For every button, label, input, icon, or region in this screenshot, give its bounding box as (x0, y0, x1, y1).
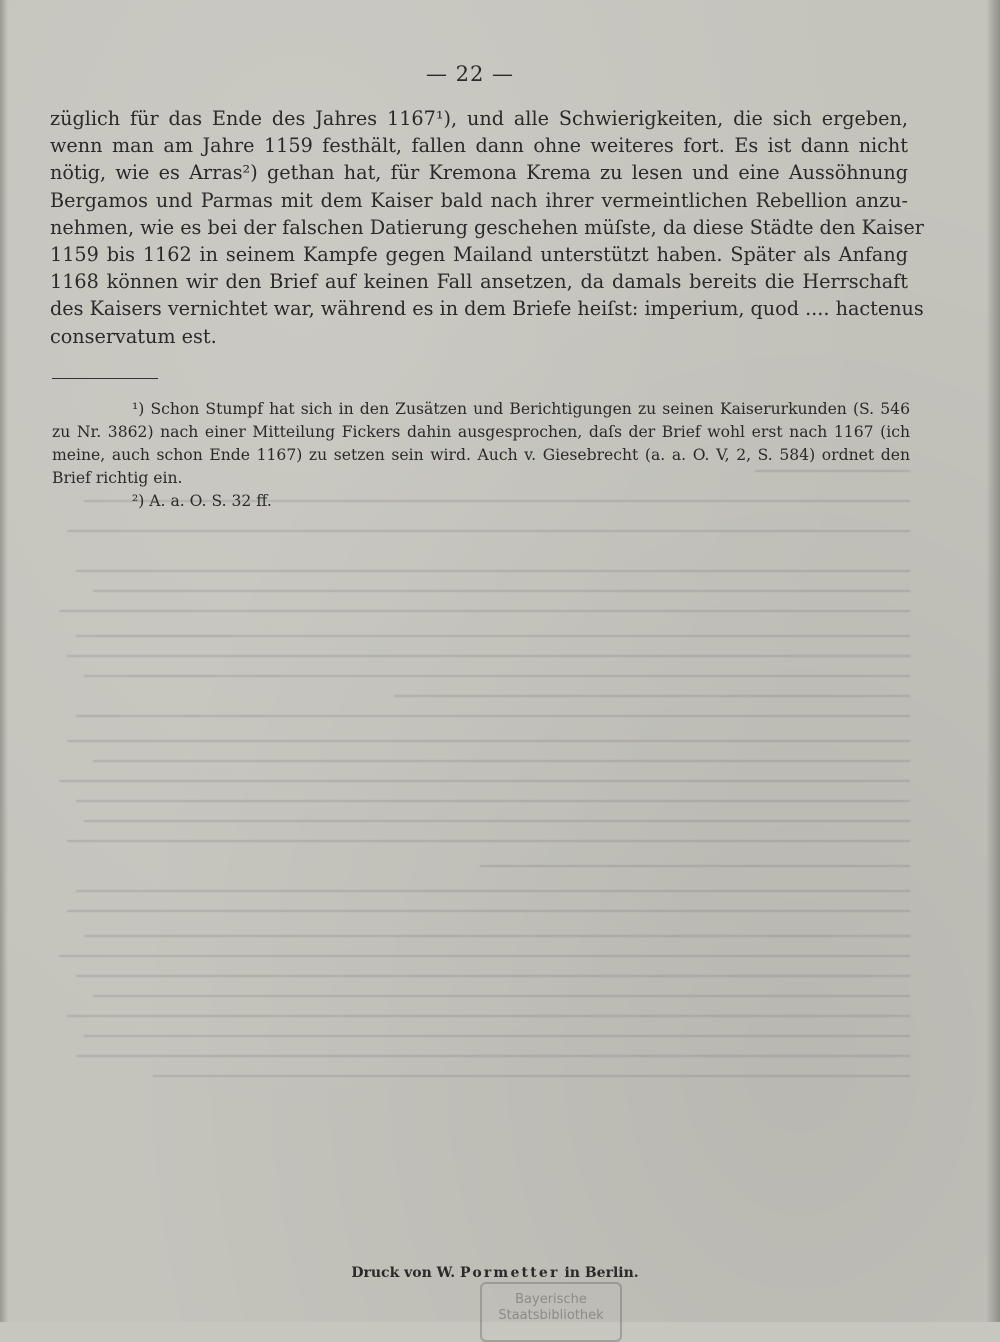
bleed-through-line (93, 995, 910, 997)
body-line: nötig, wie es Arras²) gethan hat, für Kremona Krema zu lesen und eine Aussöhnung (50, 161, 908, 185)
footnote-line: meine, auch schon Ende 1167) zu setzen sein wird. Auch v. Giesebrecht (a. a. O. V, 2, S. 584) ordnet den (52, 446, 910, 464)
footnote-line: Brief richtig ein. (52, 469, 183, 487)
stamp-line: Bayerische (515, 1292, 587, 1307)
body-line: conservatum est. (50, 324, 217, 348)
footnote-line: zu Nr. 3862) nach einer Mitteilung Fickers dahin ausgesprochen, daſs der Brief wohl erst nach 1167 (ich (52, 423, 910, 441)
body-paragraph (50, 105, 924, 350)
bleed-through-line (394, 695, 910, 697)
bleed-through-line (93, 760, 910, 762)
bleed-through-line (84, 935, 910, 937)
bleed-through-line (93, 590, 910, 592)
bleed-through-line (84, 675, 910, 677)
bleed-through-line (67, 530, 910, 532)
library-stamp (480, 1282, 622, 1342)
bleed-through-line (67, 1015, 910, 1017)
printer-imprint (0, 1265, 990, 1281)
bleed-through-line (76, 570, 910, 572)
bleed-through-line (76, 635, 910, 637)
footnotes (52, 398, 910, 513)
printer-name: Pormetter (459, 1265, 560, 1281)
bleed-through-line (67, 910, 910, 912)
body-line: züglich für das Ende des Jahres 1167¹), und alle Schwierigkeiten, die sich ergeben, (50, 107, 908, 130)
body-line: Bergamos und Parmas mit dem Kaiser bald nach ihrer vermeintlichen Rebellion anzu- (50, 188, 908, 212)
body-line: 1159 bis 1162 in seinem Kampfe gegen Mailand unterstützt haben. Später als Anfang (50, 243, 908, 267)
bleed-through-line (59, 780, 910, 782)
bleed-through-line (153, 1075, 910, 1077)
page-edge-shadow-right (986, 0, 1000, 1322)
bleed-through-line (59, 955, 910, 957)
bleed-through-line (76, 975, 910, 977)
page-number: — 22 — (425, 62, 515, 86)
printer-suffix: in Berlin. (564, 1265, 639, 1281)
bleed-through-line (76, 890, 910, 892)
bleed-through-line (67, 655, 910, 657)
bleed-through-line (76, 715, 910, 717)
printer-prefix: Druck von W. (351, 1265, 456, 1281)
body-line: nehmen, wie es bei der falschen Datierung geschehen müſste, da diese Städte den Kaiser (50, 215, 924, 239)
stamp-line: Staatsbibliothek (498, 1308, 604, 1323)
bleed-through-line (76, 800, 910, 802)
bleed-through-text (50, 470, 910, 1090)
footnote-line: ²) A. a. O. S. 32 ff. (132, 492, 272, 510)
body-line: des Kaisers vernichtet war, während es in dem Briefe heiſst: imperium, quod .... hactenus (50, 297, 924, 321)
bleed-through-line (84, 820, 910, 822)
footnote-line: ¹) Schon Stumpf hat sich in den Zusätzen und Berichtigungen zu seinen Kaiserurkunden (S. 546 (132, 400, 910, 418)
bleed-through-line (67, 740, 910, 742)
bleed-through-line (76, 1055, 910, 1057)
footnote-divider (52, 378, 158, 379)
page-edge-shadow-left (0, 0, 8, 1322)
body-line: wenn man am Jahre 1159 festhält, fallen dann ohne weiteres fort. Es ist dann nicht (50, 134, 908, 158)
body-line: 1168 können wir den Brief auf keinen Fall ansetzen, da damals bereits die Herrschaft (50, 270, 908, 294)
bleed-through-line (67, 840, 910, 842)
bleed-through-line (84, 1035, 910, 1037)
bleed-through-line (59, 610, 910, 612)
bleed-through-line (480, 865, 910, 867)
